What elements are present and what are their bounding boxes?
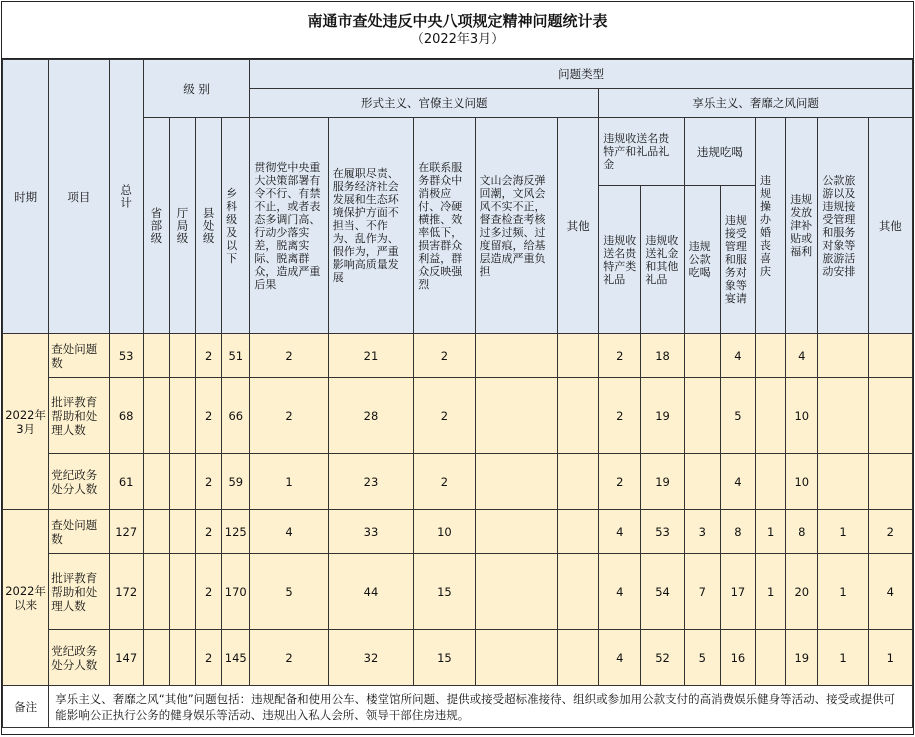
cell-gift-1: 2	[599, 454, 641, 510]
cell-formalism-2: 21	[328, 334, 413, 378]
cell-gift-2: 18	[641, 334, 684, 378]
cell-formalism-4	[475, 554, 557, 630]
cell-hedonism-other: 4	[868, 554, 912, 630]
cell-formalism-1: 2	[250, 630, 328, 686]
cell-level-dept	[169, 378, 195, 454]
cell-allowance: 19	[786, 630, 818, 686]
header-hedonism-other: 其他	[868, 118, 912, 334]
cell-wedding	[756, 378, 786, 454]
cell-eat-2: 17	[720, 554, 755, 630]
cell-wedding: 1	[756, 510, 786, 554]
cell-level-province	[143, 554, 169, 630]
cell-gift-1: 2	[599, 334, 641, 378]
cell-travel: 1	[818, 630, 868, 686]
cell-wedding	[756, 454, 786, 510]
title-block	[2, 2, 913, 59]
cell-level-section: 51	[222, 334, 250, 378]
header-lv-section: 乡科级及以下	[222, 118, 250, 334]
cell-eat-2: 4	[720, 454, 755, 510]
cell-allowance: 4	[786, 334, 818, 378]
cell-formalism-2: 33	[328, 510, 413, 554]
cell-level-province	[143, 510, 169, 554]
header-level: 级 别	[143, 60, 250, 118]
cell-wedding	[756, 630, 786, 686]
cell-gift-1: 4	[599, 630, 641, 686]
cell-gift-2: 19	[641, 454, 684, 510]
cell-formalism-1: 4	[250, 510, 328, 554]
header-total: 总计	[109, 60, 143, 334]
header-gift-2: 违规收送礼金和其他礼品	[641, 186, 684, 334]
cell-hedonism-other	[868, 334, 912, 378]
row-item-label: 查处问题数	[49, 334, 109, 378]
cell-formalism-1: 2	[250, 334, 328, 378]
cell-formalism-2: 32	[328, 630, 413, 686]
cell-formalism-3: 2	[414, 334, 475, 378]
note-label: 备注	[3, 686, 49, 728]
cell-formalism-1: 5	[250, 554, 328, 630]
cell-level-section: 59	[222, 454, 250, 510]
cell-wedding	[756, 334, 786, 378]
cell-gift-1: 4	[599, 554, 641, 630]
cell-total: 61	[109, 454, 143, 510]
cell-eat-1: 5	[684, 630, 720, 686]
cell-travel	[818, 454, 868, 510]
cell-formalism-2: 28	[328, 378, 413, 454]
cell-formalism-other	[557, 334, 598, 378]
cell-gift-2: 19	[641, 378, 684, 454]
header-lv-dept: 厅局级	[169, 118, 195, 334]
cell-level-section: 125	[222, 510, 250, 554]
cell-formalism-other	[557, 630, 598, 686]
cell-eat-1	[684, 454, 720, 510]
header-eat: 违规吃喝	[684, 118, 755, 186]
header-period: 时期	[3, 60, 49, 334]
cell-level-dept	[169, 510, 195, 554]
cell-eat-2: 8	[720, 510, 755, 554]
cell-total: 147	[109, 630, 143, 686]
cell-gift-2: 52	[641, 630, 684, 686]
note-text: 享乐主义、奢靡之风“其他”问题包括：违规配备和使用公车、楼堂馆所问题、提供或接受超标准接待、组织或参加用公款支付的高消费娱乐健身等活动、接受或提供可能影响公正执行公务的健身娱乐等活动、违规出入私人会所、领导干部住房违规。	[49, 686, 913, 728]
cell-level-province	[143, 630, 169, 686]
cell-level-county: 2	[196, 334, 222, 378]
cell-travel: 1	[818, 510, 868, 554]
cell-allowance: 10	[786, 378, 818, 454]
cell-level-dept	[169, 454, 195, 510]
cell-eat-1: 3	[684, 510, 720, 554]
cell-hedonism-other	[868, 454, 912, 510]
cell-gift-1: 2	[599, 378, 641, 454]
cell-level-county: 2	[196, 378, 222, 454]
cell-formalism-4	[475, 454, 557, 510]
cell-travel: 1	[818, 554, 868, 630]
header-wedding: 违规操办婚丧喜庆	[756, 118, 786, 334]
header-eat-1: 违规公款吃喝	[684, 186, 720, 334]
header-formalism-3: 在联系服务群众中消极应付、冷硬横推、效率低下，损害群众利益，群众反映强烈	[414, 118, 475, 334]
cell-eat-1: 7	[684, 554, 720, 630]
table-body	[3, 60, 913, 728]
header-gift-1: 违规收送名贵特产类礼品	[599, 186, 641, 334]
cell-allowance: 8	[786, 510, 818, 554]
header-travel: 公款旅游以及违规接受管理和服务对象等旅游活动安排	[818, 118, 868, 334]
cell-hedonism-other: 1	[868, 630, 912, 686]
cell-formalism-2: 23	[328, 454, 413, 510]
cell-total: 172	[109, 554, 143, 630]
note-row	[3, 686, 913, 728]
cell-level-county: 2	[196, 554, 222, 630]
cell-eat-2: 4	[720, 334, 755, 378]
table-row	[3, 510, 913, 554]
cell-level-province	[143, 334, 169, 378]
cell-hedonism-other: 2	[868, 510, 912, 554]
cell-formalism-1: 1	[250, 454, 328, 510]
cell-formalism-4	[475, 510, 557, 554]
cell-formalism-3: 10	[414, 510, 475, 554]
cell-formalism-4	[475, 630, 557, 686]
cell-level-county: 2	[196, 630, 222, 686]
cell-level-section: 145	[222, 630, 250, 686]
row-item-label: 查处问题数	[49, 510, 109, 554]
cell-level-section: 170	[222, 554, 250, 630]
header-item: 项目	[49, 60, 109, 334]
table-row	[3, 630, 913, 686]
table-row	[3, 454, 913, 510]
cell-gift-2: 53	[641, 510, 684, 554]
cell-formalism-3: 15	[414, 554, 475, 630]
cell-gift-1: 4	[599, 510, 641, 554]
cell-formalism-3: 2	[414, 454, 475, 510]
cell-level-county: 2	[196, 510, 222, 554]
cell-formalism-other	[557, 378, 598, 454]
cell-allowance: 10	[786, 454, 818, 510]
cell-formalism-4	[475, 378, 557, 454]
cell-eat-2: 16	[720, 630, 755, 686]
page-title: 南通市查处违反中央八项规定精神问题统计表	[307, 12, 608, 30]
cell-formalism-2: 44	[328, 554, 413, 630]
header-formalism-4: 文山会海反弹回潮，文风会风不实不正，督查检查考核过多过频、过度留痕，给基层造成严重负担	[475, 118, 557, 334]
cell-level-county: 2	[196, 454, 222, 510]
cell-level-province	[143, 454, 169, 510]
cell-wedding: 1	[756, 554, 786, 630]
cell-formalism-3: 2	[414, 378, 475, 454]
cell-formalism-other	[557, 510, 598, 554]
header-lv-county: 县处级	[196, 118, 222, 334]
stats-table-sheet	[1, 1, 914, 735]
cell-formalism-3: 15	[414, 630, 475, 686]
header-eat-2: 违规接受管理和服务对象等宴请	[720, 186, 755, 334]
row-item-label: 批评教育帮助和处理人数	[49, 378, 109, 454]
cell-formalism-other	[557, 554, 598, 630]
cell-total: 68	[109, 378, 143, 454]
cell-level-dept	[169, 630, 195, 686]
cell-allowance: 20	[786, 554, 818, 630]
header-problem-type: 问题类型	[250, 60, 913, 89]
cell-gift-2: 54	[641, 554, 684, 630]
cell-eat-1	[684, 378, 720, 454]
cell-level-dept	[169, 334, 195, 378]
row-item-label: 批评教育帮助和处理人数	[49, 554, 109, 630]
cell-travel	[818, 334, 868, 378]
cell-total: 127	[109, 510, 143, 554]
cell-hedonism-other	[868, 378, 912, 454]
period-label: 2022年3月	[3, 334, 49, 510]
header-formalism-other: 其他	[557, 118, 598, 334]
cell-level-dept	[169, 554, 195, 630]
header-formalism-2: 在履职尽责、服务经济社会发展和生态环境保护方面不担当、不作为、乱作为、假作为，严重影响高质量发展	[328, 118, 413, 334]
header-lv-province: 省部级	[143, 118, 169, 334]
header-formalism-1: 贯彻党中央重大决策部署有令不行、有禁不止，或者表态多调门高、行动少落实差，脱离实际、脱离群众，造成严重后果	[250, 118, 328, 334]
cell-eat-1	[684, 334, 720, 378]
row-item-label: 党纪政务处分人数	[49, 630, 109, 686]
header-formalism: 形式主义、官僚主义问题	[250, 89, 599, 118]
header-hedonism: 享乐主义、奢靡之风问题	[599, 89, 913, 118]
header-gift: 违规收送名贵特产和礼品礼金	[599, 118, 684, 186]
period-label: 2022年以来	[3, 510, 49, 686]
cell-eat-2: 5	[720, 378, 755, 454]
table-row	[3, 554, 913, 630]
cell-formalism-1: 2	[250, 378, 328, 454]
header-allowance: 违规发放津补贴或福利	[786, 118, 818, 334]
row-item-label: 党纪政务处分人数	[49, 454, 109, 510]
stats-table	[2, 59, 913, 728]
cell-total: 53	[109, 334, 143, 378]
cell-formalism-4	[475, 334, 557, 378]
page-subtitle: （2022年3月）	[410, 32, 505, 47]
table-row	[3, 378, 913, 454]
cell-level-province	[143, 378, 169, 454]
cell-formalism-other	[557, 454, 598, 510]
table-row	[3, 334, 913, 378]
cell-level-section: 66	[222, 378, 250, 454]
cell-travel	[818, 378, 868, 454]
